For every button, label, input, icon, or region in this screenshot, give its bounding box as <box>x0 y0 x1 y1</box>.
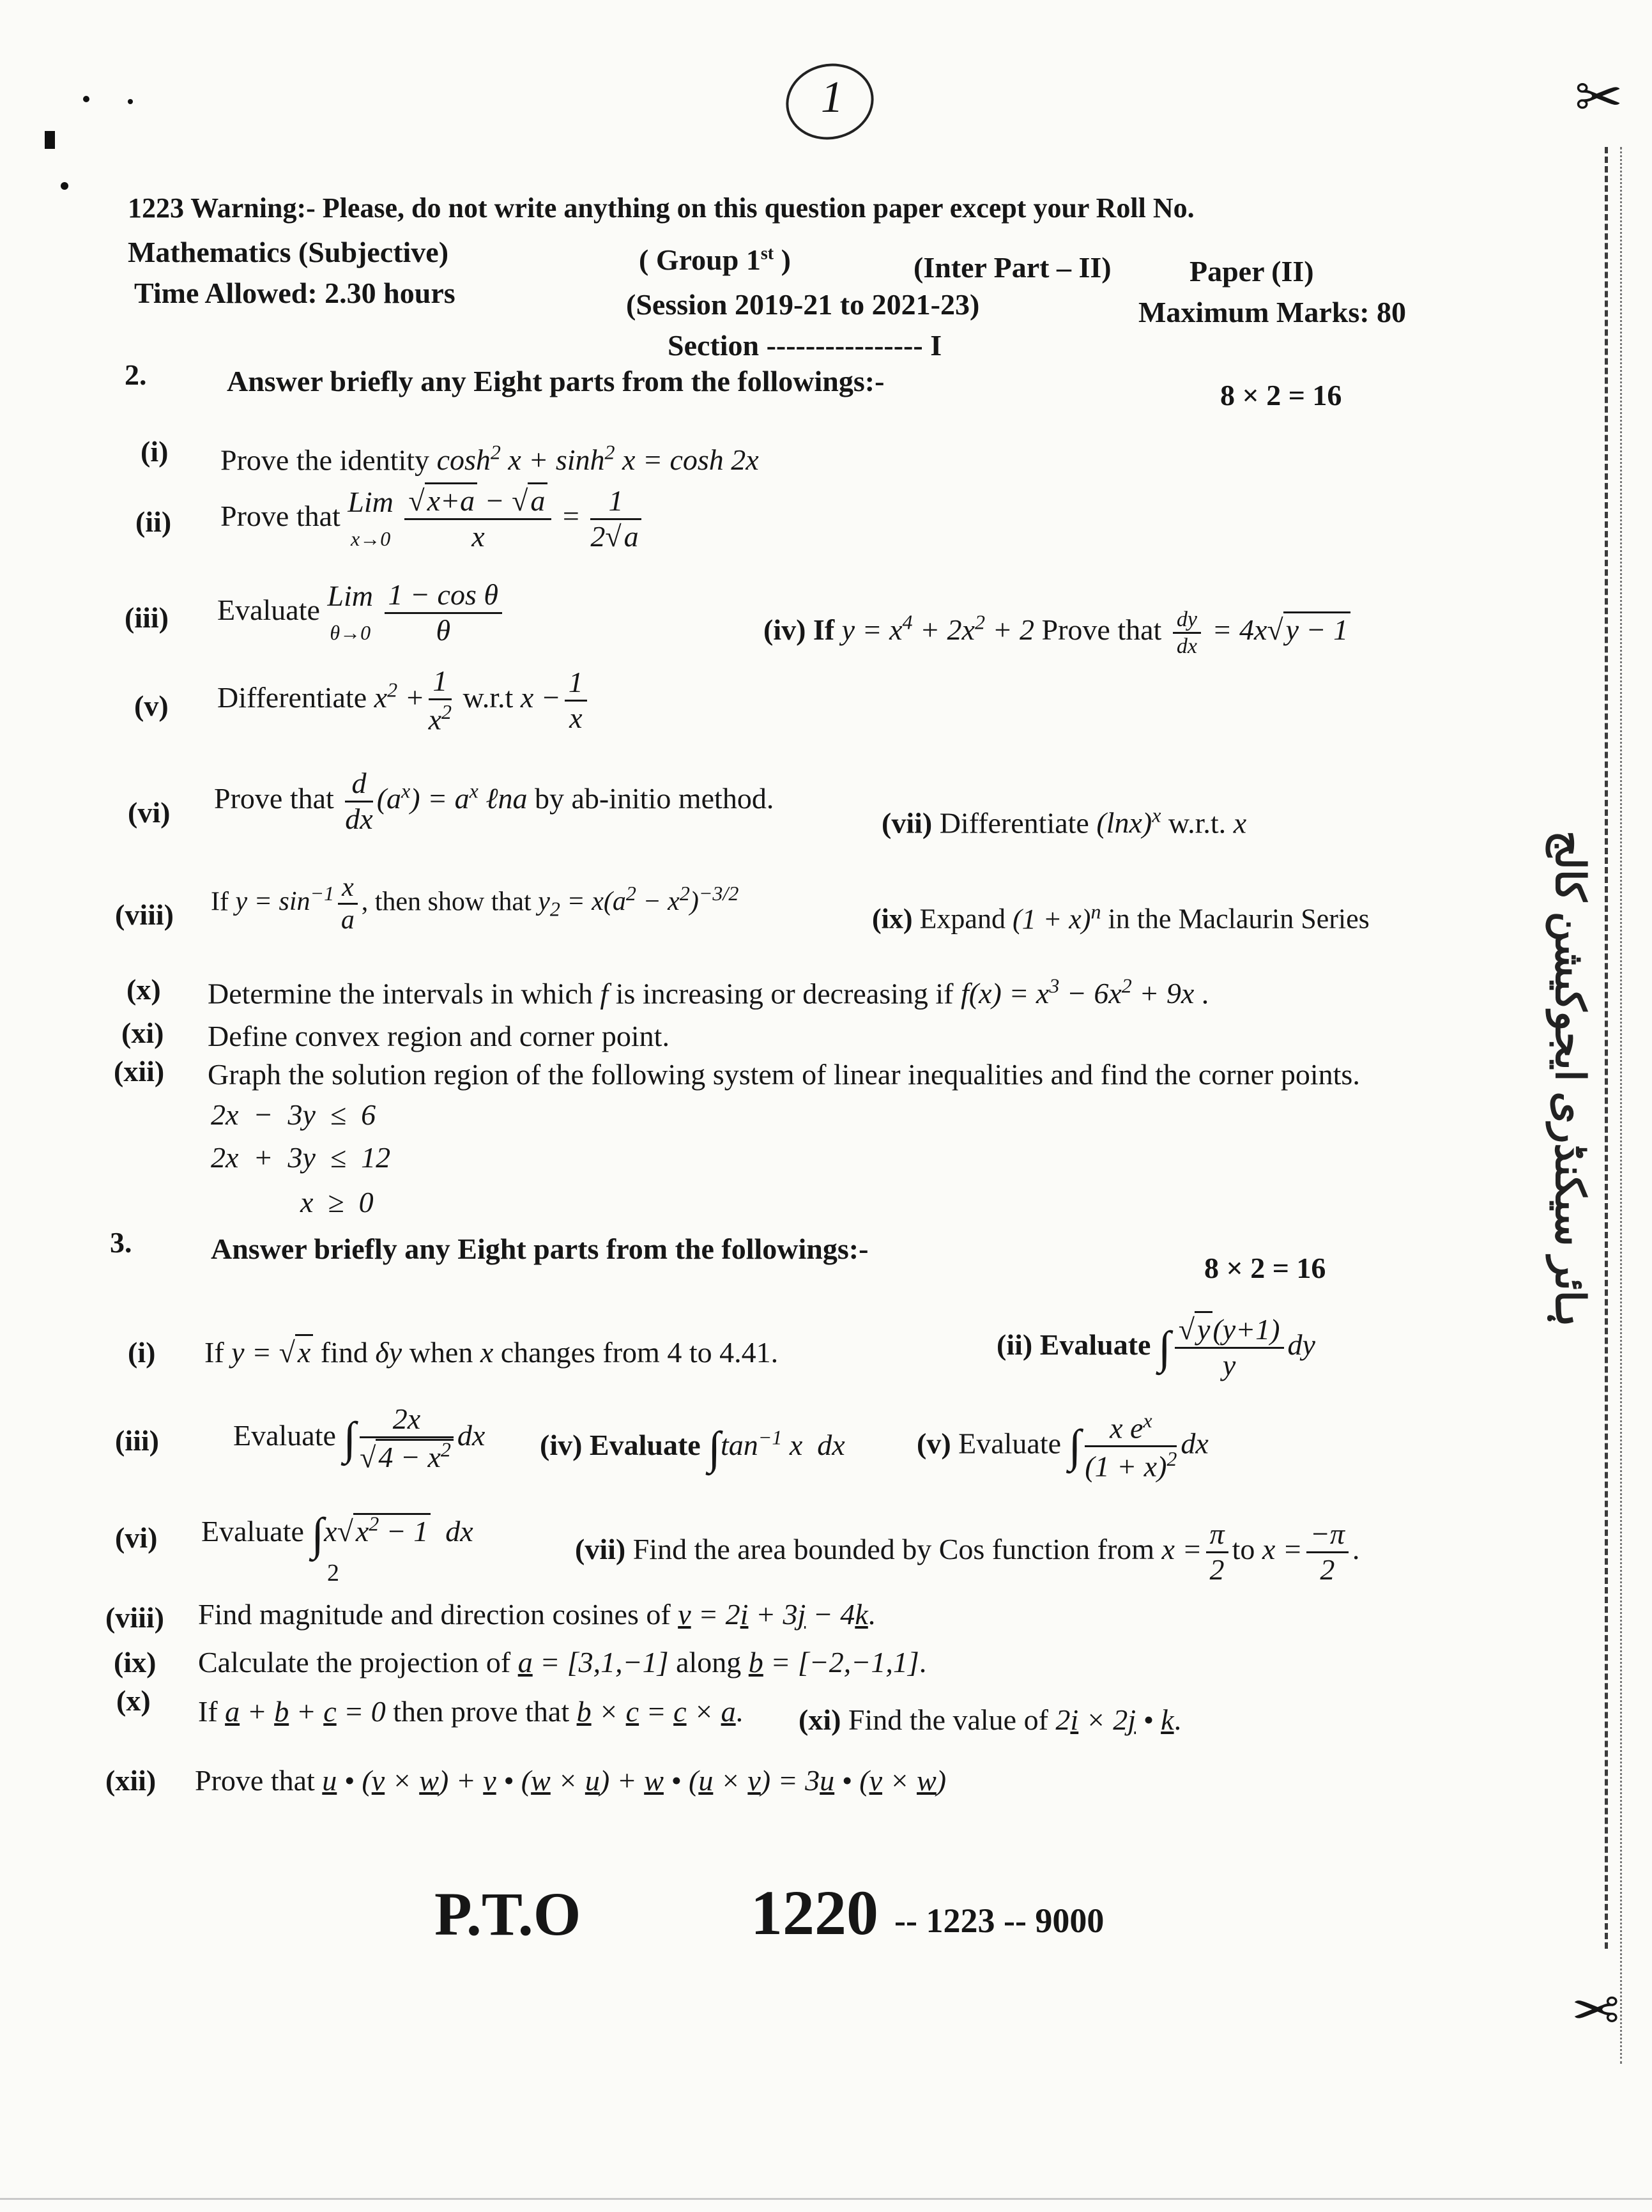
speck-mark <box>128 99 133 104</box>
q2-iii-label: (iii) <box>125 601 169 634</box>
circled-page-number: 1 <box>779 56 881 148</box>
q2-ii-label: (ii) <box>135 505 172 538</box>
q3-v: (v) Evaluate ∫ $\frac{x e^x}{(1 + x)^2}$ dx <box>917 1409 1209 1483</box>
q2-xi: Define convex region and corner point. <box>208 1020 669 1052</box>
q2-vi: Prove that $\frac{d}{dx}$ $(a^x) = a^x$ ℓna by ab-initio method. <box>214 767 774 835</box>
subject: Mathematics (Subjective) <box>128 236 449 268</box>
q3-xii: Prove that u • (v × w) + v • (w × u) + w • (u × v) = 3u • (v × w) <box>195 1764 947 1797</box>
q3-iii: Evaluate ∫ $\frac{2x}{√4 - x^2}$ dx <box>233 1402 486 1474</box>
session: (Session 2019-21 to 2021-23) <box>626 288 980 321</box>
q3-ix-label: (ix) <box>114 1646 157 1678</box>
q3-vi: Evaluate $\int x√x^2 - 1$ dx <box>201 1509 473 1560</box>
q2-ix: (ix) Expand $(1 + x)^n$ in the Maclaurin Series <box>872 900 1370 935</box>
max-marks: Maximum Marks: 80 <box>1138 296 1407 328</box>
group: ( Group 1st ) <box>639 243 791 276</box>
paper-code: 1220 <box>751 1877 878 1948</box>
q3-x: If a + b + c = 0 then prove that b × c = c × a. <box>198 1695 744 1728</box>
q3-i: If y = √x find δy when x changes from 4 to 4.41. <box>204 1335 778 1369</box>
scissors-icon: ✂ <box>1575 66 1623 130</box>
cut-line <box>1605 147 1608 1949</box>
q2-xii-label: (xii) <box>114 1055 165 1087</box>
q2-xi-label: (xi) <box>121 1017 164 1049</box>
q3-viii-label: (viii) <box>105 1601 164 1634</box>
q2-v-label: (v) <box>134 689 169 722</box>
speck-mark <box>45 131 55 149</box>
inequality-2: 2x + 3y ≤ 12 <box>211 1141 391 1174</box>
q3-number: 3. <box>110 1226 132 1259</box>
q3-ix: Calculate the projection of a = [3,1,−1] along b = [−2,−1,1]. <box>198 1646 927 1678</box>
q2-number: 2. <box>125 358 147 391</box>
q2-marks: 8 × 2 = 16 <box>1220 379 1342 411</box>
q2-iii: Evaluate Lim θ→0 $\frac{\text{1 − cos θ}}{\theta}$ <box>217 578 506 648</box>
q3-marks: 8 × 2 = 16 <box>1204 1252 1326 1284</box>
speck-mark <box>61 182 68 190</box>
q3-i-label: (i) <box>128 1336 156 1369</box>
pto-label: P.T.O <box>434 1880 581 1948</box>
q2-ii: Prove that Lim x→0 $\frac{√x+a - √a}{x}$ = $\frac{1}{2√a}$ <box>220 484 645 554</box>
q2-x-label: (x) <box>126 973 161 1006</box>
q2-v: Differentiate $x^2$ + $\frac{1}{x^2}$ w.r.t x − $\frac{1}{x}$ <box>217 664 591 737</box>
q2-vii: (vii) Differentiate $(\ln x)^x$ w.r.t. x <box>882 804 1247 840</box>
speck-mark <box>83 96 89 102</box>
q3-xii-label: (xii) <box>105 1764 157 1797</box>
q2-viii-label: (viii) <box>115 898 174 931</box>
q3-vii: (vii) Find the area bounded by Cos function from x = $\frac{\pi}{2}$ to x = $\frac{-\pi}{2}$ . <box>575 1517 1360 1586</box>
q2-i-label: (i) <box>141 435 169 468</box>
q2-instruction: Answer briefly any Eight parts from the followings:- <box>227 365 885 397</box>
q2-vi-label: (vi) <box>128 796 171 829</box>
q3-iv: (iv) Evaluate $\int\tan^{-1}$ x dx <box>540 1422 845 1473</box>
paper: Paper (II) <box>1189 255 1314 288</box>
time-allowed: Time Allowed: 2.30 hours <box>134 277 455 309</box>
cut-line-inner <box>1620 147 1622 2064</box>
q2-x: Determine the intervals in which f is increasing or decreasing if $f(x) = x^3 - 6x^2 + 9x$ . <box>208 974 1209 1010</box>
q3-viii: Find magnitude and direction cosines of v = 2i + 3j − 4k. <box>198 1598 876 1631</box>
inequality-1: 2x − 3y ≤ 6 <box>211 1098 376 1131</box>
scissors-icon: ✂ <box>1572 1976 1620 2039</box>
q2-viii: If $y = \sin^{-1}$ $\frac{x}{a}$ , then show that $y_2 = x(a^2 - x^2)^{-3/2}$ <box>211 873 739 935</box>
q2-i: Prove the identity $\cosh^2 x + \sinh^2 x = \cosh 2x$ <box>220 441 759 477</box>
q3-xi: (xi) Find the value of 2i × 2j • k. <box>799 1703 1182 1736</box>
level: (Inter Part – II) <box>914 251 1112 284</box>
bottom-rule <box>0 2198 1652 2200</box>
paper-code-rest: -- 1223 -- 9000 <box>894 1901 1105 1940</box>
q2-xii: Graph the solution region of the following system of linear inequalities and find the corner points. <box>208 1058 1360 1091</box>
q3-instruction: Answer briefly any Eight parts from the followings:- <box>211 1233 869 1265</box>
q3-ii: (ii) Evaluate ∫ $\frac{√y(y+1)}{y}$ dy <box>997 1313 1315 1383</box>
section-heading: Section ---------------- I <box>668 329 942 362</box>
warning-line: 1223 Warning:- Please, do not write anything on this question paper except your Roll No. <box>128 192 1195 224</box>
q3-iii-label: (iii) <box>115 1424 159 1457</box>
q3-vi-lower-limit: 2 <box>327 1560 339 1586</box>
side-handwritten-note: ہائر سیکنڈری ایجوکیشن کالج <box>1547 831 1593 1327</box>
inequality-3: x ≥ 0 <box>300 1186 374 1218</box>
q3-x-label: (x) <box>116 1684 151 1717</box>
q2-iv: (iv) If $y = x^4 + 2x^2 + 2$ Prove that $\frac{dy}{dx}$ = 4x√y − 1 <box>763 607 1350 659</box>
q3-vi-label: (vi) <box>115 1521 158 1554</box>
